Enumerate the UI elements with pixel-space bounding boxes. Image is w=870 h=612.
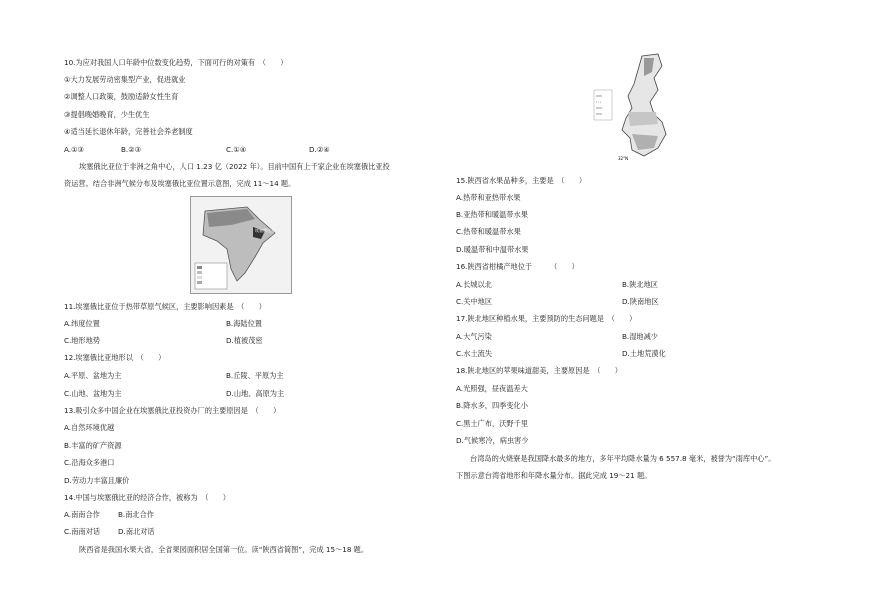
q10-options xyxy=(64,145,364,154)
option-d[interactable]: D.暖温带和中温带水果 xyxy=(456,245,529,254)
option-d[interactable]: D.南北对话 xyxy=(118,527,155,536)
q10-stem: 10.为应对我国人口年龄中位数变化趋势，下面可行的对策有 （ ） xyxy=(64,58,288,67)
q16-options-2 xyxy=(456,297,716,306)
q14-stem: 14.中国与埃塞俄比亚的经济合作，被称为 （ ） xyxy=(64,493,230,502)
q11-options xyxy=(64,319,324,328)
option-d[interactable]: D.陕南地区 xyxy=(622,297,659,306)
ethiopia-intro: 埃塞俄比亚位于非洲之角中心，人口 1.23 亿（2022 年）。目前中国有上千家企业在埃塞俄比亚投 xyxy=(79,162,390,171)
q17-stem: 17.陕北地区种植水果，主要预防的生态问题是 （ ） xyxy=(456,314,637,323)
shaanxi-map xyxy=(592,52,684,164)
option-d[interactable]: D.山地、高原为主 xyxy=(226,389,285,398)
shaanxi-map-icon xyxy=(592,52,684,164)
option-b[interactable]: B.丰富的矿产资源 xyxy=(64,441,122,450)
option-b[interactable]: B.南北合作 xyxy=(118,510,154,519)
q10-item: ②调整人口政策，鼓励适龄女性生育 xyxy=(64,92,179,101)
q17-options-2 xyxy=(456,349,716,358)
option-a[interactable]: A.长城以北 xyxy=(456,280,492,289)
q17-options xyxy=(456,332,716,341)
option-a[interactable]: A.南南合作 xyxy=(64,510,100,519)
option-c[interactable]: C.水土流失 xyxy=(456,349,493,358)
q10-item: ③提倡晚婚晚育，少生优生 xyxy=(64,110,150,119)
option-c[interactable]: C.黑土广布，沃野千里 xyxy=(456,419,528,428)
q15-stem: 15.陕西省水果品种多，主要是 （ ） xyxy=(456,176,587,185)
option-d[interactable]: D.②④ xyxy=(309,145,330,154)
option-d[interactable]: D.植被茂密 xyxy=(226,336,263,345)
option-c[interactable]: C.①④ xyxy=(226,145,247,154)
q12-options xyxy=(64,371,324,380)
option-b[interactable]: B.海陆位置 xyxy=(226,319,262,328)
svg-text:埃塞俄比亚: 埃塞俄比亚 xyxy=(255,228,275,233)
option-c[interactable]: C.南南对话 xyxy=(64,527,101,536)
q11-stem: 11.埃塞俄比亚位于热带草原气候区，主要影响因素是 （ ） xyxy=(64,302,266,311)
q14-options xyxy=(64,510,264,519)
option-a[interactable]: A.平原、盆地为主 xyxy=(64,371,122,380)
option-b[interactable]: B.②③ xyxy=(121,145,142,154)
taiwan-intro: 台湾岛的火烧寮是我国降水最多的地方，多年平均降水量为 6 557.8 毫米，被誉为“雨库中心”。 xyxy=(470,454,776,463)
option-c[interactable]: C.地形地势 xyxy=(64,336,101,345)
q13-stem: 13.吸引众多中国企业在埃塞俄比亚投资办厂的主要原因是 （ ） xyxy=(64,406,281,415)
option-d[interactable]: D.土地荒漠化 xyxy=(622,349,666,358)
q10-item: ④适当延长退休年龄，完善社会养老制度 xyxy=(64,127,193,136)
option-a[interactable]: A.热带和亚热带水果 xyxy=(456,193,521,202)
ethiopia-intro: 资运营。结合非洲气候分布及埃塞俄比亚位置示意图，完成 11～14 题。 xyxy=(64,179,296,188)
option-d[interactable]: D.气候寒冷，病虫害少 xyxy=(456,436,529,445)
option-c[interactable]: C.热带和暖温带水果 xyxy=(456,227,521,236)
option-a[interactable]: A.①③ xyxy=(64,145,84,154)
q11-options-2 xyxy=(64,336,324,345)
option-b[interactable]: B.丘陵、平原为主 xyxy=(226,371,284,380)
option-d[interactable]: D.劳动力丰富且廉价 xyxy=(64,476,130,485)
option-c[interactable]: C.沿海众多港口 xyxy=(64,458,115,467)
option-b[interactable]: B.降水多，四季变化小 xyxy=(456,401,528,410)
option-b[interactable]: B.亚热带和暖温带水果 xyxy=(456,210,528,219)
q16-options xyxy=(456,280,716,289)
option-c[interactable]: C.山地、盆地为主 xyxy=(64,389,122,398)
option-a[interactable]: A.自然环境优越 xyxy=(64,423,115,432)
q14-options-2 xyxy=(64,527,264,536)
shaanxi-intro: 陕西省是我国水果大省，全省果园面积居全国第一位。读“陕西省简图”，完成 15～18 题。 xyxy=(79,545,369,554)
q12-options-2 xyxy=(64,389,324,398)
q18-stem: 18.陕北地区的苹果味道甜美，主要原因是 （ ） xyxy=(456,366,622,375)
q10-item: ①大力发展劳动密集型产业，促进就业 xyxy=(64,75,186,84)
latitude-label: 32°N xyxy=(618,156,629,161)
africa-climate-map xyxy=(190,196,292,294)
taiwan-intro: 下图示意台湾省地形和年降水量分布。据此完成 19～21 题。 xyxy=(456,471,652,480)
q12-stem: 12.埃塞俄比亚地形以 （ ） xyxy=(64,353,166,362)
option-a[interactable]: A.大气污染 xyxy=(456,332,492,341)
option-b[interactable]: B.湿地减少 xyxy=(622,332,658,341)
africa-map-icon xyxy=(191,197,291,293)
option-a[interactable]: A.纬度位置 xyxy=(64,319,100,328)
option-c[interactable]: C.关中地区 xyxy=(456,297,493,306)
q16-stem: 16.陕西省柑橘产地位于 （ ） xyxy=(456,262,579,271)
option-a[interactable]: A.光照强，昼夜温差大 xyxy=(456,384,528,393)
option-b[interactable]: B.陕北地区 xyxy=(622,280,658,289)
